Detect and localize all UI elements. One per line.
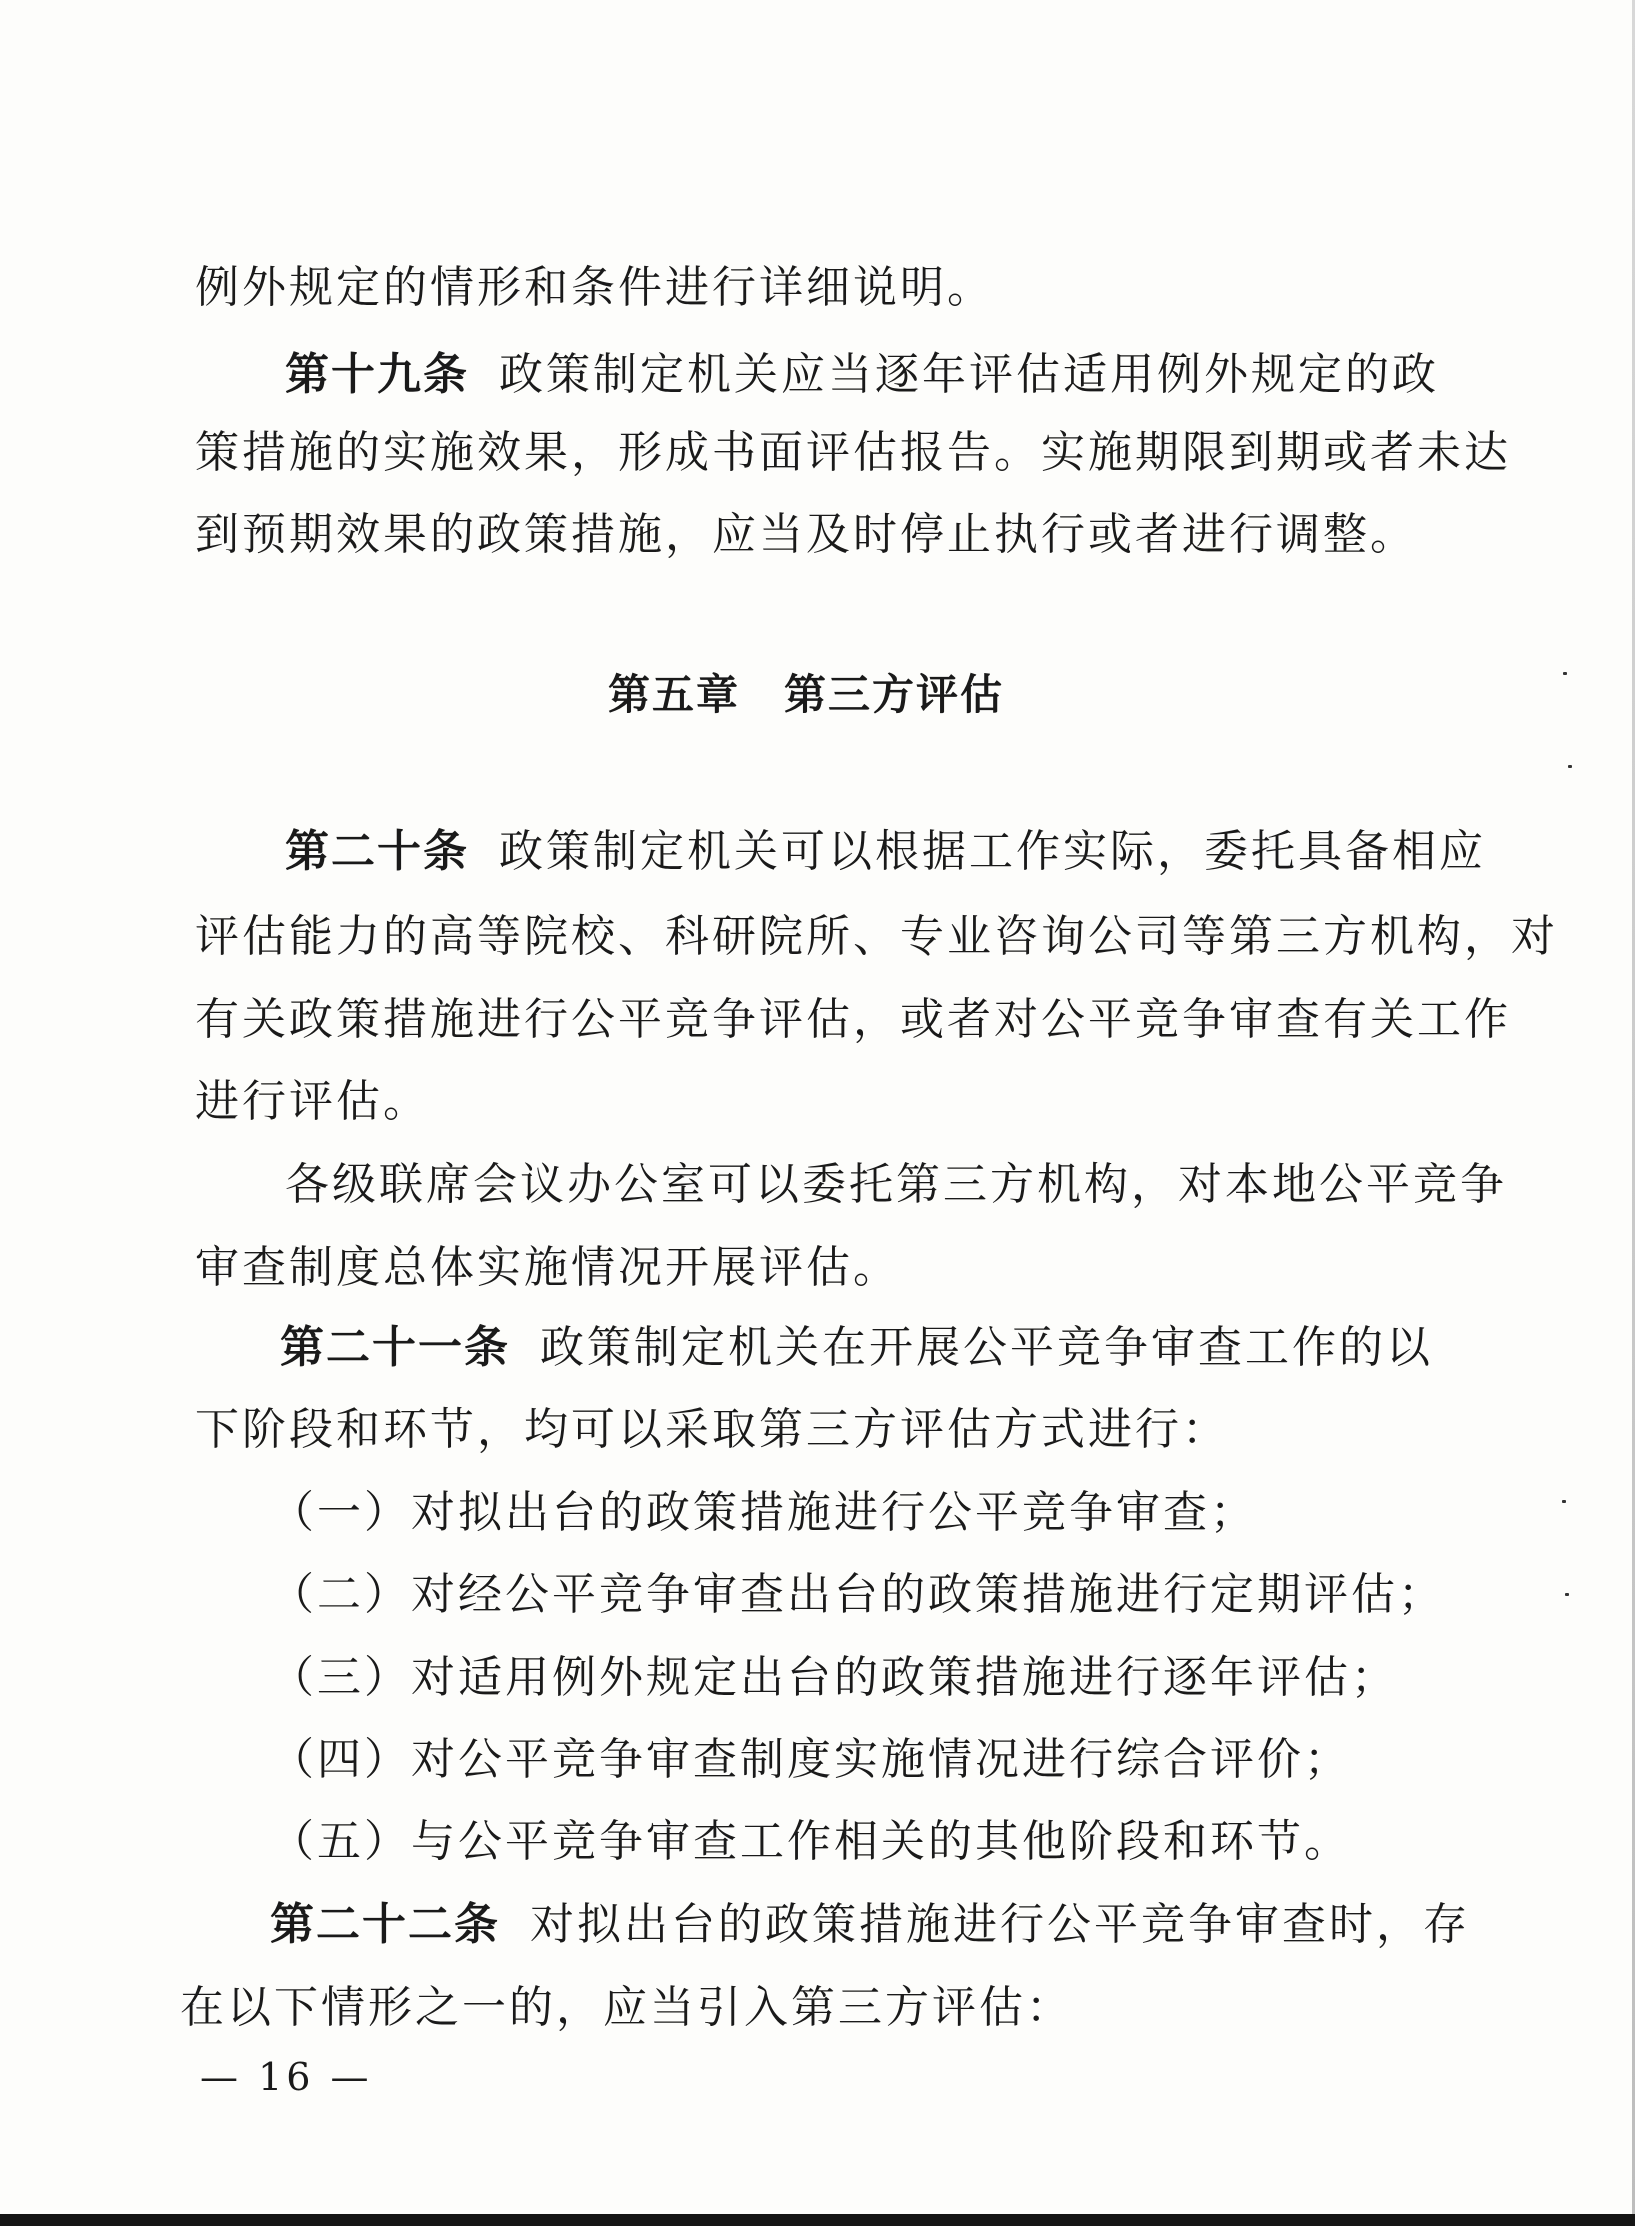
scan-speck bbox=[1565, 1593, 1569, 1596]
article-heading: 第十九条 bbox=[285, 349, 469, 400]
article-body: 政策制定机关在开展公平竞争审查工作的以 bbox=[540, 1322, 1433, 1373]
article-body: 政策制定机关可以根据工作实际，委托具备相应 bbox=[499, 826, 1486, 877]
scan-bottom-edge bbox=[0, 2214, 1635, 2226]
list-item: （三）对适用例外规定出台的政策措施进行逐年评估； bbox=[270, 1652, 1398, 1703]
list-item: （一）对拟出台的政策措施进行公平竞争审查； bbox=[270, 1487, 1257, 1538]
text-line: 到预期效果的政策措施，应当及时停止执行或者进行调整。 bbox=[195, 509, 1417, 560]
list-item: （四）对公平竞争审查制度实施情况进行综合评价； bbox=[270, 1734, 1351, 1785]
chapter-number: 第五章 bbox=[608, 670, 741, 719]
scan-speck bbox=[1562, 1500, 1566, 1503]
article-heading: 第二十条 bbox=[285, 826, 469, 877]
text-line: 进行评估。 bbox=[195, 1076, 430, 1127]
article-20-line-1 bbox=[285, 822, 1486, 882]
text-line: 有关政策措施进行公平竞争评估，或者对公平竞争审查有关工作 bbox=[195, 994, 1511, 1045]
text-line: 审查制度总体实施情况开展评估。 bbox=[195, 1242, 900, 1293]
chapter-heading bbox=[608, 665, 1004, 725]
text-line: 各级联席会议办公室可以委托第三方机构，对本地公平竞争 bbox=[285, 1159, 1507, 1210]
chapter-title: 第三方评估 bbox=[784, 670, 1005, 719]
article-heading: 第二十二条 bbox=[270, 1899, 500, 1950]
article-body: 政策制定机关应当逐年评估适用例外规定的政 bbox=[499, 349, 1439, 400]
article-heading: 第二十一条 bbox=[280, 1322, 510, 1373]
scan-speck bbox=[1568, 765, 1572, 768]
article-21-line-1 bbox=[280, 1318, 1433, 1378]
text-line: 策措施的实施效果，形成书面评估报告。实施期限到期或者未达 bbox=[195, 427, 1511, 478]
list-item: （二）对经公平竞争审查出台的政策措施进行定期评估； bbox=[270, 1569, 1445, 1620]
list-item: （五）与公平竞争审查工作相关的其他阶段和环节。 bbox=[270, 1816, 1351, 1867]
article-19-line-1 bbox=[285, 345, 1439, 405]
text-line: 例外规定的情形和条件进行详细说明。 bbox=[195, 262, 994, 313]
text-line: 下阶段和环节，均可以采取第三方评估方式进行： bbox=[195, 1404, 1229, 1455]
scan-speck bbox=[1563, 672, 1567, 675]
page-number: — 16 — bbox=[200, 2055, 373, 2099]
article-body: 对拟出台的政策措施进行公平竞争审查时，存 bbox=[530, 1899, 1470, 1950]
text-line: 在以下情形之一的，应当引入第三方评估： bbox=[180, 1982, 1073, 2033]
text-line: 评估能力的高等院校、科研院所、专业咨询公司等第三方机构，对 bbox=[195, 911, 1558, 962]
article-22-line-1 bbox=[270, 1895, 1470, 1955]
